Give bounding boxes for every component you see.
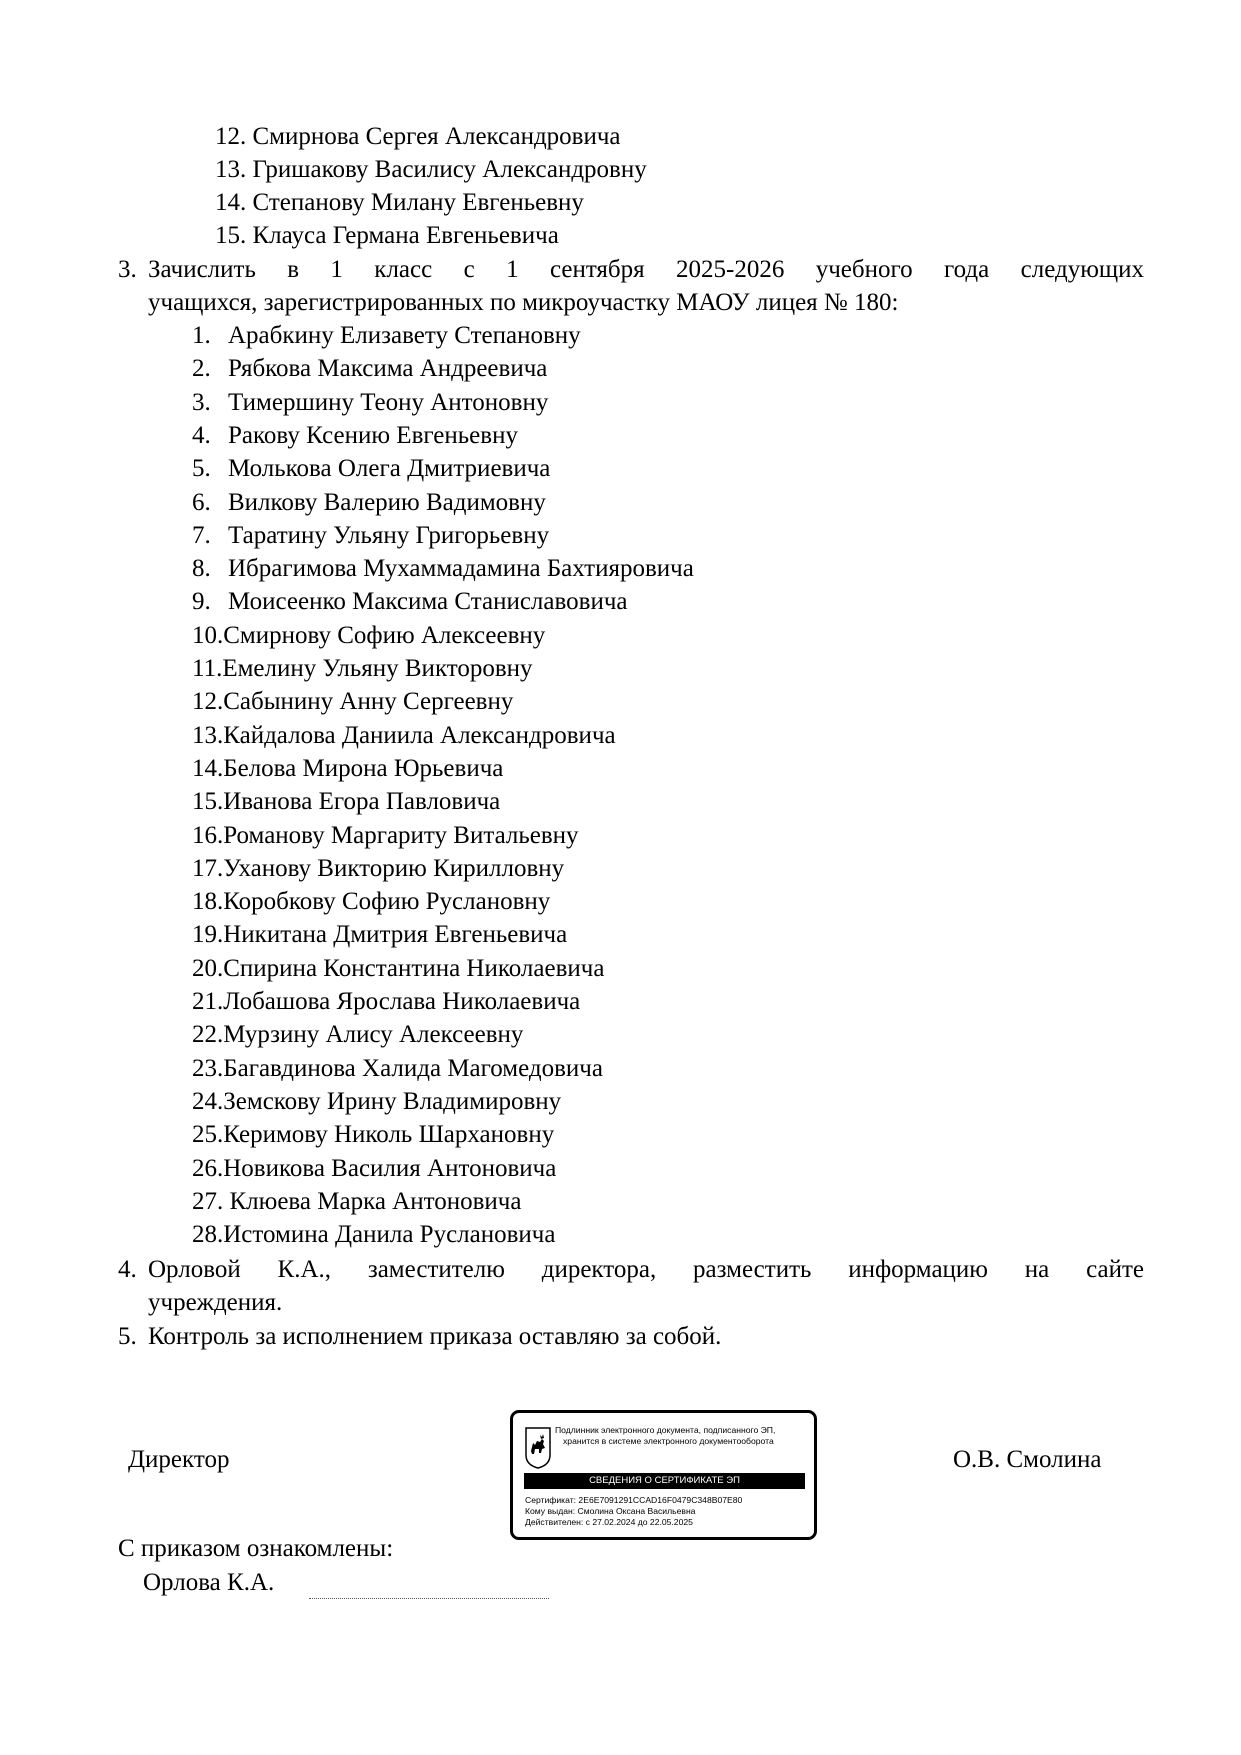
- list-item-number: 10.: [192, 622, 224, 649]
- list-item-number: 2.: [192, 355, 211, 382]
- list-item: [192, 652, 533, 685]
- list-item-name: Уханову Викторию Кирилловну: [223, 855, 565, 882]
- acquainted-person: Орлова К.А.: [143, 1569, 275, 1596]
- list-item-name: Клюева Марка Антоновича: [223, 1188, 522, 1215]
- list-item-name: Лобашова Ярослава Николаевича: [223, 988, 581, 1015]
- list-item: 13. Гришакову Василису Александровну: [215, 156, 647, 183]
- stamp-note: Подлинник электронного документа, подписанного ЭП, хранится в системе электронного документооборота: [555, 1425, 776, 1446]
- certificate-owner: Кому выдан: Смолина Оксана Васильевна: [525, 1506, 696, 1516]
- list-item-number: 13.: [192, 722, 224, 749]
- list-item: [192, 952, 604, 985]
- list-item: [192, 819, 579, 852]
- list-item-number: 16.: [192, 822, 224, 849]
- list-item-number: 3.: [192, 389, 211, 416]
- signature-position: Директор: [128, 1446, 230, 1473]
- stamp-header: СВЕДЕНИЯ О СЕРТИФИКАТЕ ЭП: [524, 1473, 805, 1489]
- list-item-number: 14.: [192, 755, 224, 782]
- list-item: [192, 852, 564, 885]
- list-item-name: Емелину Ульяну Викторовну: [222, 655, 533, 682]
- list-item: [192, 1218, 555, 1251]
- list-item-number: 7.: [192, 522, 211, 549]
- list-item-name: Ракову Ксению Евгеньевну: [228, 422, 518, 449]
- list-item: [192, 785, 500, 818]
- list-item: [192, 319, 581, 352]
- list-item: [192, 1018, 523, 1051]
- list-item-name: Мурзину Алису Алексеевну: [223, 1021, 524, 1048]
- list-item: [192, 386, 548, 419]
- list-item-number: 5.: [192, 455, 211, 482]
- clause-number: 3.: [118, 256, 137, 283]
- list-item-number: 22.: [192, 1021, 224, 1048]
- clause-number: 4.: [118, 1256, 137, 1283]
- list-item-name: Вилкову Валерию Вадимовну: [228, 489, 546, 516]
- list-item-name: Моисеенко Максима Станиславовича: [228, 588, 628, 615]
- list-item: [192, 1185, 521, 1218]
- list-item: [192, 1085, 561, 1118]
- list-item: [192, 419, 518, 452]
- list-item-name: Таратину Ульяну Григорьевну: [228, 522, 550, 549]
- list-item-number: 1.: [192, 322, 211, 349]
- list-item: [192, 519, 549, 552]
- list-item-number: 24.: [192, 1088, 224, 1115]
- list-item-name: Керимову Николь Шархановну: [223, 1121, 555, 1148]
- list-item-number: 20.: [192, 955, 224, 982]
- list-item-name: Никитана Дмитрия Евгеньевича: [223, 921, 568, 948]
- list-item-name: Белова Мирона Юрьевича: [223, 755, 504, 782]
- list-item-number: 21.: [192, 988, 224, 1015]
- clause-3-text: [148, 253, 1144, 286]
- list-item: [192, 685, 513, 718]
- list-item-number: 15.: [192, 788, 224, 815]
- clause-number: 5.: [118, 1323, 137, 1350]
- list-item: 15. Клауса Германа Евгеньевича: [215, 222, 559, 249]
- coat-of-arms-icon: [525, 1427, 551, 1469]
- signature-line: [309, 1598, 549, 1599]
- list-item-name: Романову Маргариту Витальевну: [223, 822, 579, 849]
- list-item: [192, 719, 616, 752]
- list-item-number: 8.: [192, 555, 211, 582]
- list-item: [192, 752, 503, 785]
- list-item-number: 25.: [192, 1121, 224, 1148]
- list-item-name: Рябкова Максима Андреевича: [228, 355, 548, 382]
- list-item: [192, 552, 694, 585]
- list-item: 12. Смирнова Сергея Александровича: [215, 123, 621, 150]
- list-item-name: Истомина Данила Руслановича: [223, 1221, 556, 1248]
- list-item-name: Сабынину Анну Сергеевну: [223, 688, 514, 715]
- list-item: [192, 619, 545, 652]
- signature-name: О.В. Смолина: [953, 1446, 1102, 1473]
- list-item-number: 11.: [192, 655, 223, 682]
- list-item-number: 27.: [192, 1188, 224, 1215]
- list-item: [192, 1052, 603, 1085]
- list-item-name: Коробкову Софию Руслановну: [223, 888, 551, 915]
- list-item: [192, 452, 550, 485]
- list-item-name: Молькова Олега Дмитриевича: [228, 455, 551, 482]
- e-signature-stamp: [510, 1410, 817, 1540]
- list-item-name: Смирнову Софию Алексеевну: [223, 622, 546, 649]
- list-item-name: Тимершину Теону Антоновну: [228, 389, 549, 416]
- list-item-name: Кайдалова Даниила Александровича: [223, 722, 616, 749]
- list-item: [192, 352, 547, 385]
- list-item-number: 6.: [192, 489, 211, 516]
- list-item: [192, 1152, 556, 1185]
- clause-3-line-2: учащихся, зарегистрированных по микроучастку МАОУ лицея № 180:: [148, 289, 899, 316]
- list-item: [192, 885, 550, 918]
- clause-5-text: Контроль за исполнением приказа оставляю за собой.: [148, 1323, 722, 1350]
- certificate-number: Сертификат: 2E6E7091291CCAD16F0479C348B07E80: [525, 1495, 743, 1505]
- list-item-name: Ибрагимова Мухаммадамина Бахтияровича: [228, 555, 694, 582]
- acquainted-title: С приказом ознакомлены:: [118, 1535, 394, 1562]
- clause-4-text: [148, 1253, 1144, 1286]
- list-item-number: 28.: [192, 1221, 224, 1248]
- list-item-name: Земскову Ирину Владимировну: [223, 1088, 562, 1115]
- list-item-name: Иванова Егора Павловича: [223, 788, 501, 815]
- list-item-number: 18.: [192, 888, 224, 915]
- list-item-number: 9.: [192, 588, 211, 615]
- list-item-number: 26.: [192, 1155, 224, 1182]
- list-item: [192, 486, 546, 519]
- list-item-number: 12.: [192, 688, 224, 715]
- list-item: 14. Степанову Милану Евгеньевну: [215, 189, 584, 216]
- list-item-name: Арабкину Елизавету Степановну: [228, 322, 581, 349]
- clause-4-line-1: Орловой К.А., заместителю директора, разместить информацию на сайте: [148, 1256, 1144, 1283]
- list-item-number: 17.: [192, 855, 224, 882]
- list-item-number: 4.: [192, 422, 211, 449]
- list-item-number: 19.: [192, 921, 224, 948]
- certificate-validity: Действителен: с 27.02.2024 до 22.05.2025: [525, 1517, 693, 1527]
- list-item-number: 23.: [192, 1055, 224, 1082]
- list-item-name: Спирина Константина Николаевича: [223, 955, 605, 982]
- stamp-certificate-info: [525, 1495, 742, 1528]
- list-item-name: Багавдинова Халида Магомедовича: [223, 1055, 603, 1082]
- list-item-name: Новикова Василия Антоновича: [223, 1155, 557, 1182]
- list-item: [192, 1118, 554, 1151]
- list-item: [192, 918, 567, 951]
- list-item: [192, 985, 580, 1018]
- list-item: [192, 585, 628, 618]
- clause-4-line-2: учреждения.: [148, 1289, 283, 1316]
- clause-3-line-1: Зачислить в 1 класс с 1 сентября 2025-2026 учебного года следующих: [148, 256, 1144, 283]
